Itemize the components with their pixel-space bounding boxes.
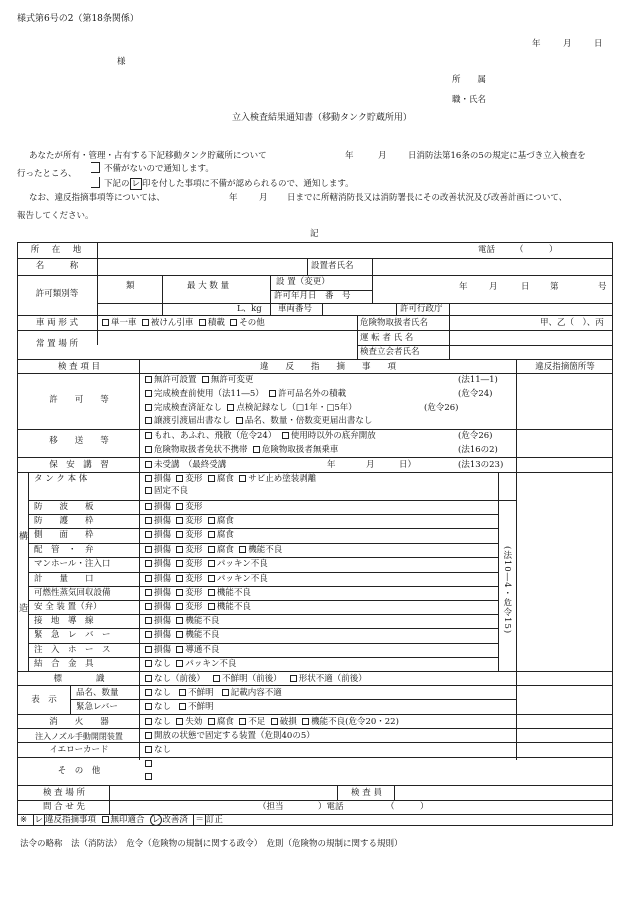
install-change-label: 設 置（変更）: [276, 277, 330, 287]
max-qty-label: 最 大 数 量: [187, 281, 230, 291]
checkbox-icon[interactable]: [145, 560, 152, 567]
paragraph-1b: 日消防法第16条の5の規定に基づき立入検査を: [408, 151, 586, 161]
phone-label: 電話: [478, 245, 496, 255]
check-mark: レ: [131, 179, 141, 189]
checkbox-icon[interactable]: [145, 531, 152, 538]
structure-row-options: 損傷 変形 腐食: [145, 531, 239, 541]
structure-row-options: なし パッキン不良: [145, 660, 242, 670]
checkbox-icon[interactable]: [290, 675, 297, 682]
date-month: 月: [563, 39, 572, 49]
checkbox-icon[interactable]: [176, 546, 183, 553]
garage-label: 常 置 場 所: [35, 339, 79, 349]
structure-item: マンホール・注入口: [34, 559, 111, 569]
checkbox-icon[interactable]: [179, 703, 186, 710]
checkbox-icon[interactable]: [145, 617, 152, 624]
checkbox-icon[interactable]: [176, 531, 183, 538]
safety-law: (法13の23): [458, 460, 504, 470]
safety-section-label: 保 安 講 習: [49, 460, 109, 470]
other-checkbox-2[interactable]: [145, 773, 154, 783]
checkbox-icon[interactable]: [176, 560, 183, 567]
vehicle-no-label: 車両番号: [278, 304, 313, 314]
checkbox-icon[interactable]: [208, 560, 215, 567]
structure-row-extra: 固定不良: [145, 487, 188, 497]
checkbox-icon[interactable]: [145, 546, 152, 553]
checkbox-icon[interactable]: [176, 617, 183, 624]
form-number: 様式第6号の2（第18条関係）: [17, 14, 139, 24]
checkbox-icon[interactable]: [176, 660, 183, 667]
vehicle-type-options: 単一車 被けん引車 積載 その他: [102, 319, 265, 329]
structure-item: 防 波 板: [34, 502, 94, 512]
checkbox-icon[interactable]: [208, 718, 215, 725]
nozzle-label: 注入ノズル手動開閉装置: [35, 732, 123, 741]
checkbox-icon[interactable]: [302, 718, 309, 725]
checkbox-icon[interactable]: [236, 417, 243, 424]
handler-class: 甲、乙（ ）、丙: [540, 318, 604, 328]
document-title: 立入検査結果通知書（移動タンク貯蔵所用）: [232, 113, 412, 123]
transport-row: もれ、あふれ、飛散（危令24） 使用時以外の底弁開放: [145, 432, 376, 442]
bracket-icon: [91, 177, 100, 188]
checkbox-icon[interactable]: [145, 446, 152, 453]
structure-row-options: 損傷 機能不良: [145, 617, 225, 627]
display-label: 表 示: [31, 695, 57, 705]
structure-item: 結 合 金 具: [34, 659, 94, 669]
yellow-card-option: なし: [145, 746, 171, 756]
phone-paren: （ ）: [515, 245, 558, 255]
legend-row: ※ レ 違反指摘事項 無印適合 レ 改善済 ＝ 訂正: [20, 815, 223, 825]
checkbox-icon[interactable]: [145, 517, 152, 524]
checkbox-icon[interactable]: [176, 718, 183, 725]
structure-row-options: 損傷 変形 腐食 サビ止め塗装剥離: [145, 475, 322, 485]
checkbox-icon[interactable]: [145, 603, 152, 610]
inspect-place-label: 検 査 場 所: [42, 788, 86, 798]
checkbox-icon[interactable]: [176, 646, 183, 653]
checkbox-icon[interactable]: [145, 746, 152, 753]
other-label: そ の 他: [57, 766, 101, 776]
checkbox-icon[interactable]: [145, 718, 152, 725]
checkbox-icon[interactable]: [145, 417, 152, 424]
vehicle-type-label: 車 両 形 式: [35, 318, 79, 328]
contact-paren: （ ）: [386, 802, 429, 812]
inspector-label: 検 査 員: [351, 788, 382, 798]
checkbox-icon[interactable]: [145, 660, 152, 667]
permit-month: 月: [489, 282, 498, 292]
checkbox-icon[interactable]: [145, 589, 152, 596]
checkbox-icon[interactable]: [176, 589, 183, 596]
transport-law: (危令26): [458, 431, 493, 441]
affiliation-label: 所 属: [452, 75, 487, 85]
transport-law: (法16の2): [458, 445, 498, 455]
driver-label: 運 転 者 氏 名: [360, 333, 414, 343]
structure-item: 接 地 導 線: [34, 616, 94, 626]
checkbox-icon[interactable]: [145, 390, 152, 397]
checkbox-icon[interactable]: [145, 487, 152, 494]
col-location-header: 違反指摘箇所等: [535, 362, 595, 372]
paragraph-4: 報告してください。: [17, 211, 94, 221]
date-day: 日: [594, 39, 603, 49]
permit-year: 年: [459, 282, 468, 292]
structure-item: 可燃性蒸気回収設備: [34, 588, 111, 598]
checkbox-icon[interactable]: [222, 689, 229, 696]
checkbox-icon[interactable]: [239, 546, 246, 553]
structure-row-options: 損傷 変形 パッキン不良: [145, 560, 273, 570]
checkbox-icon[interactable]: [213, 675, 220, 682]
structure-item: 防 護 枠: [34, 516, 94, 526]
structure-item: 緊 急 レ バ ー: [34, 630, 111, 640]
checkbox-icon[interactable]: [145, 575, 152, 582]
option-defect[interactable]: 下記の レ 印を付した事項に不備が認められるので、通知します。: [91, 177, 354, 190]
yellow-card-label: イエローカード: [49, 745, 109, 755]
structure-label-2: 造: [19, 604, 29, 614]
checkbox-icon[interactable]: [145, 732, 152, 739]
paragraph-3-month: 月: [259, 193, 268, 203]
structure-law: (法10―4・危令15): [501, 546, 512, 635]
circled-check-icon: レ: [151, 815, 161, 825]
addressee: 様: [117, 57, 126, 67]
structure-item: 安 全 装 置（弁）: [34, 602, 102, 612]
paragraph-1a: あなたが所有・管理・占有する下記移動タンク貯蔵所について: [29, 151, 267, 161]
paragraph-3b: 日までに所轄消防長又は消防署長にその改善状況及び改善計画について、: [287, 193, 568, 203]
structure-row-options: 損傷 変形 腐食 機能不良: [145, 546, 288, 556]
checkbox-icon[interactable]: [145, 675, 152, 682]
name-title-label: 職・氏名: [452, 95, 487, 105]
checkbox-icon[interactable]: [230, 319, 237, 326]
checkbox-icon[interactable]: [145, 703, 152, 710]
nozzle-option: 開放の状態で固定する装置（危則40の5）: [145, 732, 315, 742]
checkbox-icon[interactable]: [253, 446, 260, 453]
checkbox-icon[interactable]: [208, 589, 215, 596]
checkbox-icon[interactable]: [202, 376, 209, 383]
paragraph-3a: なお、違反指摘事項等については、: [29, 193, 165, 203]
ki-heading: 記: [310, 229, 319, 239]
check-mark-icon: レ: [34, 815, 44, 825]
bracket-icon: [91, 162, 100, 173]
checkbox-icon[interactable]: [227, 404, 234, 411]
unit-label: L、kg: [237, 304, 262, 314]
structure-row-options: 損傷 変形 機能不良: [145, 603, 256, 613]
option-no-defect[interactable]: 不備がないので通知します。: [91, 162, 214, 175]
safety-year: 年: [327, 460, 336, 470]
checkbox-icon[interactable]: [145, 376, 152, 383]
checkbox-icon[interactable]: [176, 603, 183, 610]
checkbox-icon[interactable]: [208, 575, 215, 582]
checkbox-icon[interactable]: [208, 546, 215, 553]
correction-icon: ＝: [195, 815, 204, 825]
extinguisher-options: なし 失効 腐食 不足 破損 機能不良(危令20・22): [145, 718, 399, 728]
safety-row: 未受講 （最終受講: [145, 461, 226, 471]
col-violation-header: 違 反 指 摘 事 項: [259, 362, 396, 372]
checkbox-icon[interactable]: [176, 503, 183, 510]
permit-section-label: 許 可 等: [49, 395, 109, 405]
checkbox-icon[interactable]: [145, 461, 152, 468]
checkbox-icon[interactable]: [176, 631, 183, 638]
other-checkbox-1[interactable]: [145, 760, 154, 770]
checkbox-icon[interactable]: [145, 432, 152, 439]
structure-row-options: 損傷 変形 腐食: [145, 517, 239, 527]
checkbox-icon[interactable]: [176, 475, 183, 482]
checkbox-icon[interactable]: [145, 404, 152, 411]
location-label: 所 在 地: [30, 245, 84, 255]
permit-row: 無許可設置 無許可変更: [145, 376, 253, 386]
witness-label: 検査立会者氏名: [360, 347, 420, 357]
checkbox-icon[interactable]: [145, 503, 152, 510]
safety-month: 月: [366, 460, 375, 470]
permit-law: (法11―1): [458, 375, 498, 385]
checkbox-icon[interactable]: [208, 603, 215, 610]
installer-label: 設置者氏名: [311, 261, 354, 271]
structure-row-options: 損傷 変形 パッキン不良: [145, 575, 273, 585]
permit-law: (危令24): [458, 389, 493, 399]
permit-dai: 第: [550, 282, 559, 292]
transport-section-label: 移 送 等: [49, 436, 109, 446]
structure-item: 注 入 ホ ー ス: [34, 645, 111, 655]
structure-item: 計 量 口: [34, 574, 94, 584]
checkbox-icon[interactable]: [179, 689, 186, 696]
name-label: 名 称: [35, 261, 79, 271]
checkbox-icon[interactable]: [176, 575, 183, 582]
permit-date-no-label: 許可年月日 番 号: [274, 291, 351, 301]
permit-row: 譲渡引渡届出書なし 品名、数量・倍数変更届出書なし: [145, 417, 372, 427]
display-item-2: 緊急レバー: [76, 702, 118, 712]
checkbox-icon[interactable]: [208, 475, 215, 482]
safety-day: 日）: [399, 460, 417, 470]
checkbox-icon[interactable]: [102, 319, 109, 326]
display-row-2-options: なし 不鮮明: [145, 703, 214, 713]
transport-row: 危険物取扱者免状不携帯 危険物取扱者無乗車: [145, 446, 338, 456]
checkbox-icon[interactable]: [142, 319, 149, 326]
structure-row-options: 損傷 導通不良: [145, 646, 225, 656]
structure-item: 側 面 枠: [34, 530, 94, 540]
extinguisher-label: 消 火 器: [49, 717, 109, 727]
checkbox-icon[interactable]: [199, 319, 206, 326]
contact-phone: ）電話: [318, 802, 344, 812]
permit-gov-label: 許可行政庁: [400, 304, 443, 314]
checkbox-icon[interactable]: [239, 718, 246, 725]
paragraph-2: 行ったところ、: [17, 169, 77, 179]
paragraph-3-year: 年: [229, 193, 238, 203]
kind-label: 類: [126, 281, 135, 291]
col-item-header: 検 査 項 目: [57, 362, 101, 372]
checkbox-icon[interactable]: [176, 517, 183, 524]
display-row-1-options: なし 不鮮明 記載内容不適: [145, 689, 282, 699]
structure-row-options: 損傷 機能不良: [145, 631, 225, 641]
sign-label: 標 識: [53, 674, 105, 684]
checkbox-icon[interactable]: [145, 475, 152, 482]
footer-abbreviations: 法令の略称 法（消防法） 危令（危険物の規制に関する政令） 危則（危険物の規制に関する規則）: [20, 839, 403, 849]
structure-row-options: 損傷 変形 機能不良: [145, 589, 256, 599]
empty-box-icon: [102, 816, 109, 823]
checkbox-icon[interactable]: [208, 531, 215, 538]
checkbox-icon[interactable]: [271, 718, 278, 725]
permit-type-label: 許可類別等: [35, 289, 79, 299]
paragraph-1-month: 月: [378, 151, 387, 161]
contact-label: 問 合 せ 先: [42, 802, 86, 812]
structure-item: 配 管 ・ 弁: [34, 545, 94, 555]
paragraph-1-year: 年: [345, 151, 354, 161]
contact-tanto: （担当: [258, 802, 284, 812]
permit-day: 日: [521, 282, 530, 292]
structure-item: タ ン ク 本 体: [34, 474, 88, 484]
permit-go: 号: [598, 282, 607, 292]
checkbox-icon[interactable]: [282, 432, 289, 439]
handler-label: 危険物取扱者氏名: [360, 318, 429, 328]
checkbox-icon[interactable]: [145, 631, 152, 638]
structure-row-options: 損傷 変形: [145, 503, 208, 513]
checkbox-icon[interactable]: [145, 760, 152, 767]
permit-row: 完成検査済証なし 点検記録なし（□1年・□5年）: [145, 404, 357, 414]
date-year: 年: [532, 39, 541, 49]
checkbox-icon[interactable]: [145, 773, 152, 780]
checkbox-icon[interactable]: [145, 689, 152, 696]
display-item-1: 品名、数量: [76, 688, 119, 698]
structure-label-1: 構: [19, 532, 29, 542]
checkbox-icon[interactable]: [208, 517, 215, 524]
permit-row: 完成検査前使用（法11―5） 許可品名外の積載: [145, 390, 346, 400]
checkbox-icon[interactable]: [239, 475, 246, 482]
sign-options: なし（前後） 不鮮明（前後） 形状不適（前後）: [145, 675, 367, 685]
checkbox-icon[interactable]: [145, 646, 152, 653]
checkbox-icon[interactable]: [269, 390, 276, 397]
permit-law: (危令26): [424, 403, 459, 413]
